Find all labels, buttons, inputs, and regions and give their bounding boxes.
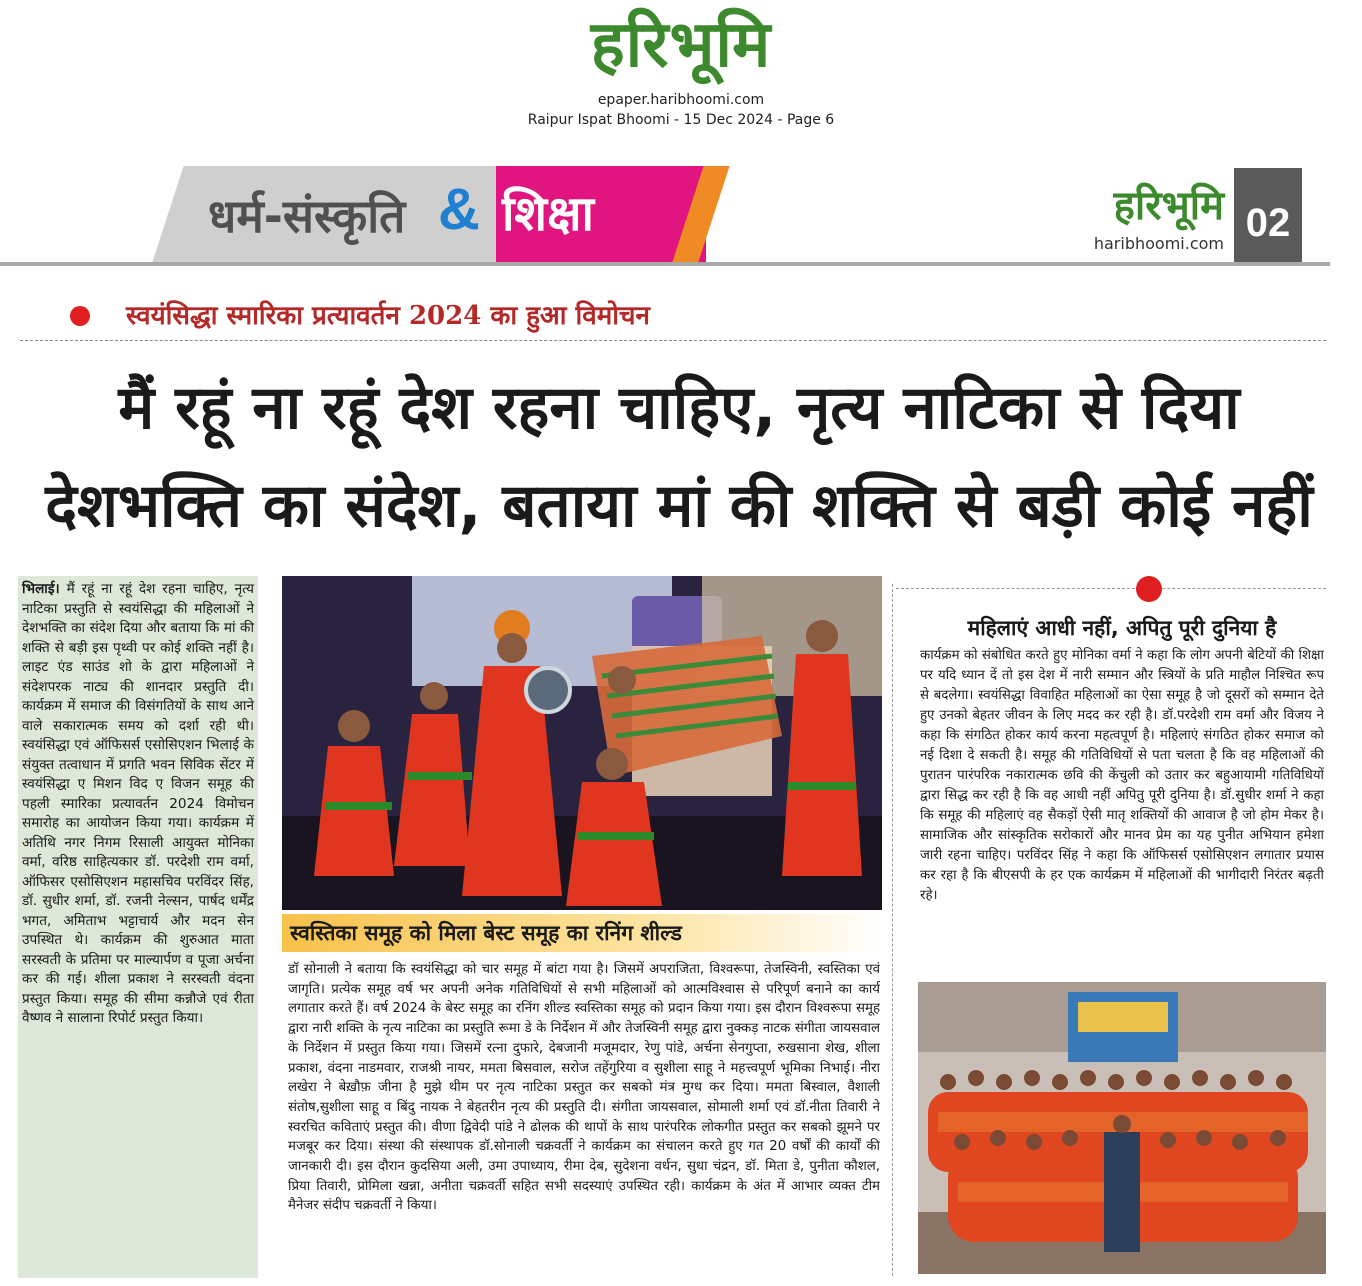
edition-line: Raipur Ispat Bhoomi - 15 Dec 2024 - Page 6 bbox=[527, 112, 835, 128]
group-photo bbox=[918, 982, 1326, 1274]
dance-performance-photo bbox=[282, 576, 882, 910]
dance-performance-illustration bbox=[282, 576, 882, 910]
column-divider bbox=[892, 584, 893, 1276]
masthead bbox=[0, 0, 1362, 140]
left-column-body bbox=[18, 576, 258, 1278]
dateline: भिलाई। bbox=[22, 581, 60, 597]
page-number-box: 02 bbox=[1234, 168, 1302, 262]
sidebar-bullet-icon bbox=[1136, 576, 1162, 602]
bullet-dot-icon bbox=[70, 306, 90, 326]
kicker-divider bbox=[20, 340, 1326, 341]
right-column-body: कार्यक्रम को संबोधित करते हुए मोनिका वर्मा ने कहा कि लोग अपनी बेटियों की शिक्षा पर यदि ध्यान दें तो इस देश में नारी सम्मान और स्त्रियों के प्रति माहौल निश्चित रूप से बदलेगा। स्वयंसिद्धा विवाहित महिलाओं का ऐसा समूह है जो दूसरों को सम्मान देते हुए उनको बेहतर जीवन के लिए मदद कर रही है। डॉ.परदेशी राम वर्मा और विजय ने कहा कि संगठित होकर कार्य करना महत्वपूर्ण है। महिलाएं संगठित होकर समाज को नई दिशा दे सकती है। समूह की गतिविधियों से पता चलता है कि वह महिलाओं की पुरातन पारंपरिक नकारात्मक छवि की केंचुली को उतार कर बहुआयामी गतिविधियों द्वारा सिद्ध कर रही है कि वह आधी नहीं अपितु पूरी दुनिया है। डॉ.सुधीर शर्मा ने कहा कि समूह की महिलाएं वह सैकड़ों ऐसी मातृ शक्तियों की आवाज है जो होम मेकर है। सामाजिक और सांस्कृतिक सरोकारों और मानव प्रेम का यह पुनीत अभियान हमेशा जारी रहना चाहिए। परविंदर सिंह ने कहा कि ऑफिसर्स एसोसिएशन लगातार प्रयास कर रहा है कि बीएसपी के हर एक कार्यक्रम में महिलाओं की भागीदारी निरंतर बढ़ती रहे। bbox=[920, 648, 1324, 903]
sidebar-title: महिलाएं आधी नहीं, अपितु पूरी दुनिया है bbox=[967, 616, 1277, 640]
middle-column-body: डॉ सोनाली ने बताया कि स्वयंसिद्धा को चार समूह में बांटा गया है। जिसमें अपराजिता, विश्वरूपा, तेजस्विनी, स्वस्तिका एवं जागृति। प्रत्येक समूह वर्ष भर अपनी अनेक गतिविधियों से सभी महिलाओं को आत्मविश्वास से परिपूर्ण बनाने का कार्य लगातार करते हैं। वर्ष 2024 के बेस्ट समूह का रनिंग शील्ड स्वस्तिका समूह को प्रदान किया गया। इस दौरान विश्वरूपा समूह द्वारा नारी शक्ति के नृत्य नाटिका का प्रस्तुति रूमा डे के निर्देशन में और तेजस्विनी समूह द्वारा नुक्कड़ नाटक संगीता जायसवाल के निर्देशन में प्रस्तुत किया गया। जिसमें रत्ना दुफारे, देबजानी मजूमदार, रेणु पांडे, अर्चना सेनगुप्ता, रुखसाना शेख, शीला प्रकाश, वंदना नाडमवार, राजश्री नायर, ममता बिसवाल, सरोज तहेंगुरिया व सुशीला साहू ने महत्त्वपूर्ण भूमिका निभाई। नीरा लखेरा ने बेख़ौफ़ जीना है मुझे थीम पर नृत्य नाटिका प्रस्तुत कर सबको मंत्र मुग्ध कर दिया। ममता बिस्वाल, वैशाली संतोष,सुशीला साहू व बिंदु नायक ने बेहतरीन नृत्य की प्रस्तुति दी। संगीता जायसवाल, सोमाली शर्मा एवं डॉ.नीता तिवारी ने स्वरचित कविताएं प्रस्तुत की। वीणा द्विवेदी पांडे ने ढोलक की थापों के साथ पारंपरिक लोकगीत प्रस्तुत कर सबको झूमने पर मजबूर कर दिया। संस्था की संस्थापक डॉ.सोनाली चक्रवर्ती ने कार्यक्रम का संचालन करते हुए गत 20 वर्षों की कार्यों की जानकारी दी। इस दौरान कुदसिया अली, उमा उपाध्याय, रीमा देब, सुदेशना वर्धन, सुधा चंद्रन, डॉ. मिता डे, पुनीता कौशल, प्रिया तिवारी, प्रोमिला खन्ना, अनीता चक्रवर्ती सहित सभी सदस्याएं उपस्थित रही। कार्यक्रम के अंत में आभार व्यक्त टीम मैनेजर संदीप चक्रवर्ती ने किया। bbox=[288, 962, 880, 1214]
left-body-text: मैं रहूं ना रहूं देश रहना चाहिए, नृत्य नाटिका प्रस्तुति से स्वयंसिद्धा की महिलाओं ने देशभक्ति का संदेश दिया और बताया कि मां की शक्ति से बड़ी इस पृथ्वी पर कोई शक्ति नहीं है। लाइट एंड साउंड शो के द्वारा महिलाओं ने संदेशपरक नाट्य की शानदार प्रस्तुति दी। कार्यक्रम में समाज की विसंगतियों के साथ आने वाले सकारात्मक समय को दर्शा रही थी। स्वयंसिद्धा एवं ऑफिसर्स एसोसिएशन भिलाई के संयुक्त तत्वाधान में प्रगति भवन सिविक सेंटर में स्वयंसिद्धा ए मिशन विद ए विजन समूह की पहली स्मारिका प्रत्यावर्तन 2024 विमोचन समारोह का आयोजन किया गया। कार्यक्रम में अतिथि नगर निगम रिसाली आयुक्त मोनिका वर्मा, वरिष्ठ साहित्यकार डॉ. परदेशी राम वर्मा, ऑफिसर एसोसिएशन महासचिव परविंदर सिंह, डॉ. सुधीर शर्मा, डॉ. रजनी नेल्सन, पार्षद धर्मेंद्र भगत, अमिताभ भट्टाचार्य और मदन सेन उपस्थित थे। कार्यक्रम की शुरुआत माता सरस्वती के प्रतिमा पर माल्यार्पण व पूजा अर्चना कर की गई। शीला प्रकाश ने सरस्वती वंदना प्रस्तुत किया। समूह की सीमा कन्नौजे एवं रीता वैष्णव ने सालाना रिपोर्ट प्रस्तुत किया। bbox=[22, 581, 254, 1026]
article-kicker: स्वयंसिद्धा स्मारिका प्रत्यावर्तन 2024 का हुआ विमोचन bbox=[126, 301, 650, 331]
banner-rule bbox=[0, 262, 1330, 266]
photo-caption: स्वस्तिका समूह को मिला बेस्ट समूह का रनिंग शील्ड bbox=[282, 914, 882, 952]
banner-site-url: haribhoomi.com bbox=[1093, 234, 1224, 253]
group-photo-illustration bbox=[918, 982, 1326, 1274]
haribhoomi-logo: हरिभूमि bbox=[590, 8, 772, 82]
sidebar-top-rule bbox=[896, 588, 1326, 589]
headline-line-2: देशभक्ति का संदेश, बताया मां की शक्ति से बड़ी कोई नहीं bbox=[45, 471, 1313, 541]
section-banner bbox=[0, 166, 1330, 266]
headline-line-1: मैं रहूं ना रहूं देश रहना चाहिए, नृत्य नाटिका से दिया bbox=[118, 373, 1240, 443]
epaper-url: epaper.haribhoomi.com bbox=[597, 92, 765, 108]
section-name-dharma: धर्म-संस्कृति bbox=[208, 189, 406, 243]
banner-logo: हरिभूमि bbox=[1113, 183, 1224, 229]
section-name-shiksha: शिक्षा bbox=[502, 186, 594, 242]
section-ampersand: & bbox=[438, 177, 480, 242]
